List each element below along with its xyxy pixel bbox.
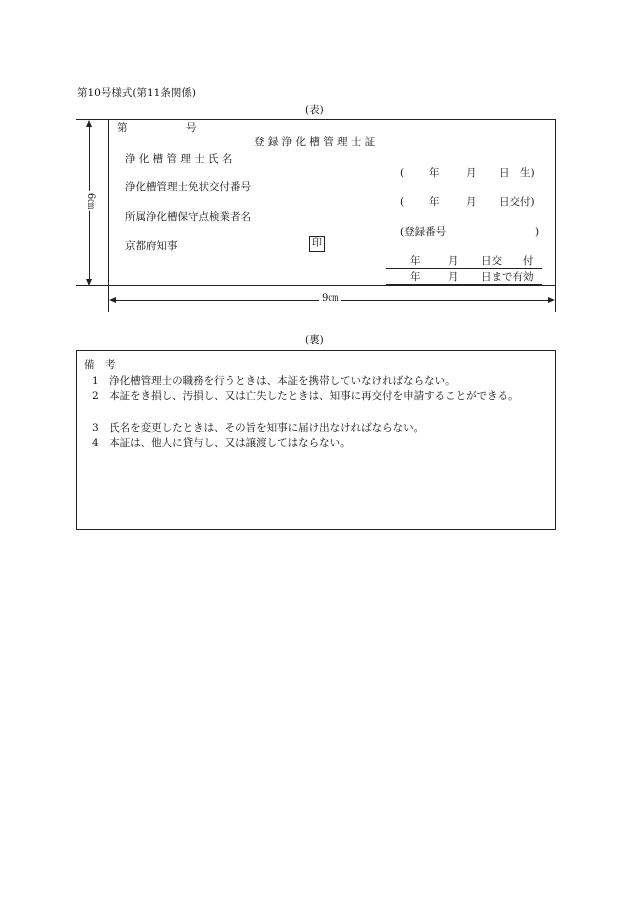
remark-note-2: 2 本証をき損し、汚損し、又は亡失したときは、知事に再交付を申請することができる。 bbox=[92, 390, 519, 402]
back-side-label: (裏) bbox=[305, 334, 324, 346]
arrow-left-icon bbox=[109, 297, 116, 303]
issued-month: 月 bbox=[466, 196, 477, 208]
issued-day: 日交付) bbox=[499, 196, 535, 208]
birth-open: ( bbox=[400, 167, 405, 179]
dimension-extension-top bbox=[76, 119, 108, 120]
seal-stamp-mark: 印 bbox=[309, 236, 325, 252]
valid-month: 月 bbox=[448, 271, 459, 283]
form-number-header: 第10号様式(第11条関係) bbox=[77, 87, 196, 99]
birth-year: 年 bbox=[429, 167, 440, 179]
card-issue-month: 月 bbox=[448, 255, 459, 267]
arrow-right-icon bbox=[548, 297, 555, 303]
valid-underline bbox=[386, 284, 542, 285]
width-dimension-label: 9㎝ bbox=[319, 294, 341, 304]
arrow-up-icon bbox=[86, 120, 92, 127]
birth-day: 日 生) bbox=[499, 167, 535, 179]
remark-note-4: 4 本証は、他人に貸与し、又は譲渡してはならない。 bbox=[92, 437, 351, 449]
remarks-title: 備 考 bbox=[84, 359, 116, 371]
front-side-label: (表) bbox=[305, 104, 324, 116]
governor-label: 京都府知事 bbox=[125, 240, 178, 252]
card-title: 登 録 浄 化 槽 管 理 士 証 bbox=[254, 136, 376, 148]
number-suffix: 号 bbox=[186, 122, 197, 134]
card-issue-year: 年 bbox=[410, 255, 421, 267]
number-prefix: 第 bbox=[117, 122, 128, 134]
name-label: 浄 化 槽 管 理 士 氏 名 bbox=[125, 153, 233, 165]
inspector-company-label: 所属浄化槽保守点検業者名 bbox=[125, 211, 251, 223]
dimension-extension-bottom bbox=[76, 285, 108, 286]
registration-number-close: ) bbox=[535, 226, 540, 238]
valid-until-day: 日まで有効 bbox=[481, 271, 534, 283]
issued-year: 年 bbox=[429, 196, 440, 208]
issue-underline bbox=[386, 268, 542, 269]
remark-note-1: 1 浄化槽管理士の職務を行うときは、本証を携帯していなければならない。 bbox=[92, 375, 456, 387]
dimension-extension-right bbox=[555, 286, 556, 312]
arrow-down-icon bbox=[86, 279, 92, 286]
card-issue-day: 日交 付 bbox=[481, 255, 534, 267]
registration-number-label: (登録番号 bbox=[400, 226, 447, 238]
birth-month: 月 bbox=[466, 167, 477, 179]
issued-open: ( bbox=[400, 196, 405, 208]
height-dimension-label: 6㎝ bbox=[85, 192, 97, 210]
remark-note-3: 3 氏名を変更したときは、その旨を知事に届け出なければならない。 bbox=[92, 422, 425, 434]
valid-year: 年 bbox=[410, 271, 421, 283]
license-number-label: 浄化槽管理士免状交付番号 bbox=[125, 181, 251, 193]
